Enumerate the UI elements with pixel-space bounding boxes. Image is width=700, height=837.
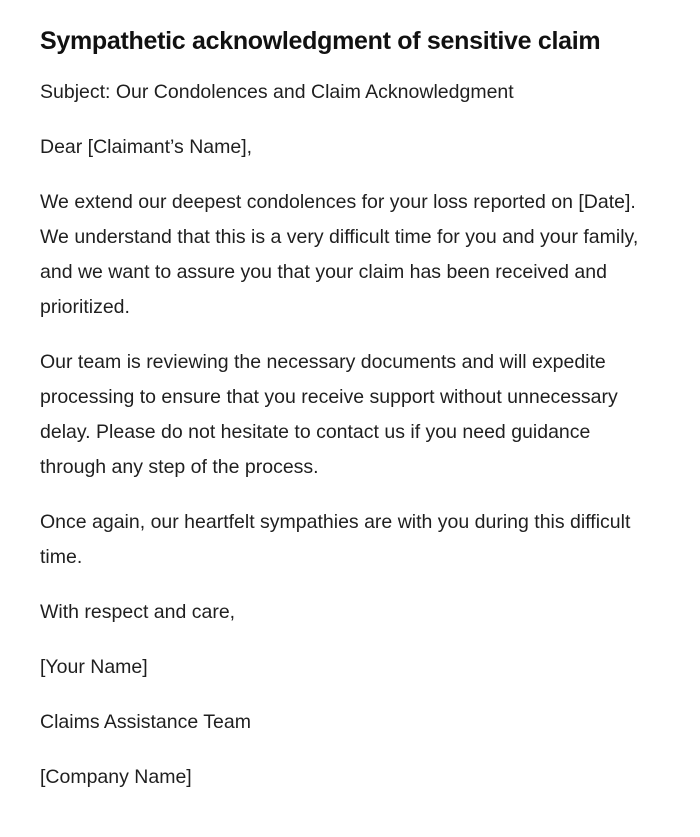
closing-line: With respect and care, bbox=[40, 601, 236, 623]
subject-line: Subject: Our Condolences and Claim Acknowledgment bbox=[40, 81, 514, 103]
body-paragraph-1: We extend our deepest condolences for your loss reported on [Date]. We understand that this is a very difficult time for you and your family, and we want to assure you that your claim has been received and prioritized. bbox=[40, 191, 639, 318]
signature-team: Claims Assistance Team bbox=[40, 711, 251, 733]
body-paragraph-2: Our team is reviewing the necessary documents and will expedite processing to ensure that you receive support without unnecessary delay. Please do not hesitate to contact us if you need guidance through any step of the process. bbox=[40, 351, 618, 478]
document-title: Sympathetic acknowledgment of sensitive claim bbox=[40, 27, 601, 55]
body-paragraph-3: Once again, our heartfelt sympathies are with you during this difficult time. bbox=[40, 511, 631, 568]
signature-company: [Company Name] bbox=[40, 766, 192, 788]
salutation: Dear [Claimant’s Name], bbox=[40, 136, 253, 158]
signature-name: [Your Name] bbox=[40, 656, 148, 678]
